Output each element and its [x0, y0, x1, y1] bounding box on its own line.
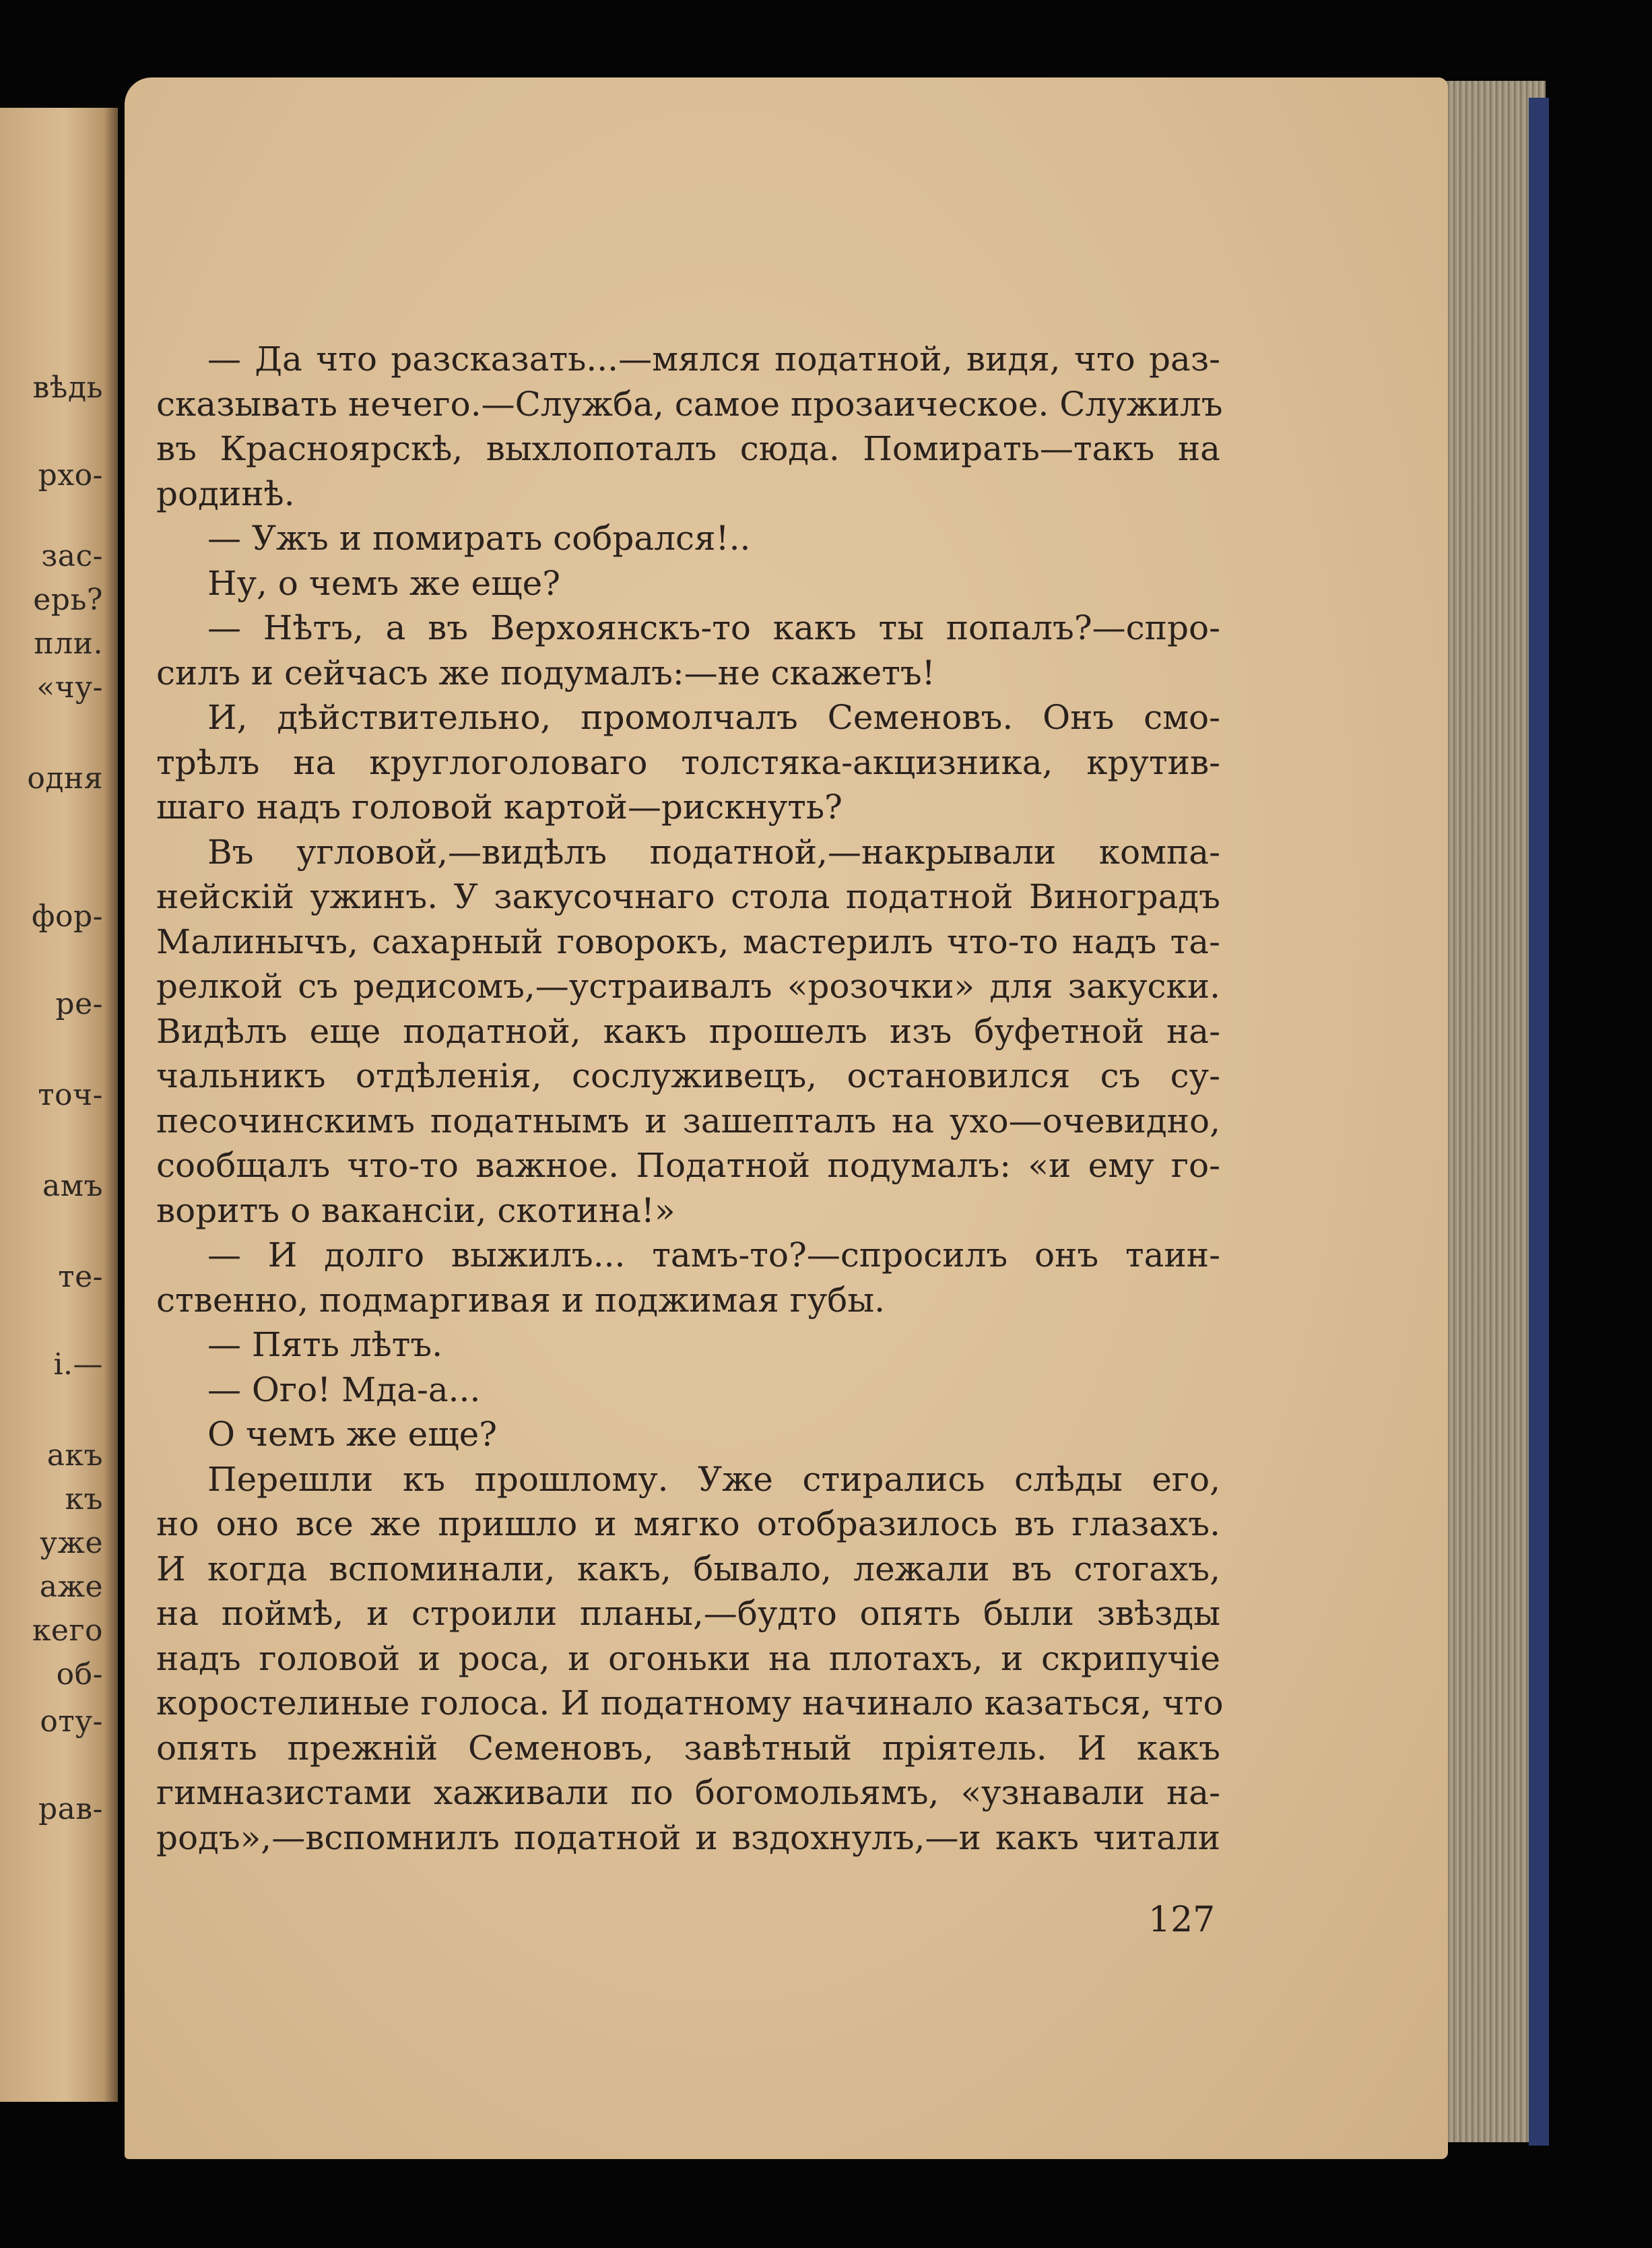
left-fragment: амъ: [42, 1169, 103, 1203]
left-fragment: точ-: [38, 1078, 103, 1112]
text-line: — Да что разсказать...—мялся податной, видя, что раз-: [207, 340, 1220, 379]
left-fragment: уже: [40, 1526, 103, 1560]
left-fragment: ерь?: [33, 583, 103, 617]
text-line: сообщалъ что-то важное. Податной подумалъ: «и ему го-: [156, 1146, 1220, 1185]
text-line: но оно все же пришло и мягко отобразилось въ глазахъ.: [156, 1504, 1220, 1543]
left-fragment: одня: [27, 761, 103, 796]
text-line: воритъ о вакансіи, скотина!»: [156, 1190, 675, 1230]
left-fragment: кего: [32, 1613, 103, 1648]
text-line: нейскій ужинъ. У закусочнаго стола податной Виноградъ: [156, 877, 1220, 916]
text-line: Видѣлъ еще податной, какъ прошелъ изъ буфетной на-: [156, 1011, 1220, 1051]
text-line: на поймѣ, и строили планы,—будто опять были звѣзды: [156, 1594, 1220, 1633]
text-line: трѣлъ на круглоголоваго толстяка-акцизника, крутив-: [156, 742, 1220, 782]
text-line: И когда вспоминали, какъ, бывало, лежали въ стогахъ,: [156, 1549, 1220, 1588]
text-line: въ Красноярскѣ, выхлопоталъ сюда. Помирать—такъ на: [156, 429, 1220, 468]
text-line: гимназистами хаживали по богомольямъ, «узнавали на-: [156, 1773, 1220, 1812]
text-line: Малинычъ, сахарный говорокъ, мастерилъ что-то надъ та-: [156, 922, 1220, 961]
text-line: опять прежній Семеновъ, завѣтный пріятель. И какъ: [156, 1728, 1220, 1768]
left-fragment: і.—: [53, 1347, 103, 1382]
text-line: — Ого! Мда-а...: [207, 1370, 481, 1409]
text-line: О чемъ же еще?: [207, 1415, 498, 1454]
left-fragment: те-: [58, 1260, 103, 1294]
text-line: — Пять лѣтъ.: [207, 1325, 443, 1364]
text-line: И, дѣйствительно, промолчалъ Семеновъ. Онъ смо-: [207, 698, 1220, 737]
left-fragment: аже: [39, 1570, 103, 1604]
left-fragment: рхо-: [38, 458, 103, 492]
book-cover-edge: [1529, 98, 1549, 2146]
text-line: ственно, подмаргивая и поджимая губы.: [156, 1280, 886, 1320]
text-line: сказывать нечего.—Служба, самое прозаическое. Служилъ: [156, 384, 1223, 424]
text-line: чальникъ отдѣленія, сослуживецъ, остановился съ су-: [156, 1056, 1220, 1095]
left-fragment: рав-: [38, 1792, 103, 1826]
text-line: — И долго выжилъ... тамъ-то?—спросилъ онъ таин-: [207, 1235, 1220, 1275]
text-line: надъ головой и роса, и огоньки на плотахъ, и скрипучіе: [156, 1638, 1220, 1678]
text-line: Перешли къ прошлому. Уже стирались слѣды его,: [207, 1459, 1220, 1499]
text-line: родинѣ.: [156, 474, 295, 513]
text-line: коростелиные голоса. И податному начинало казаться, что: [156, 1683, 1224, 1723]
left-fragment: об-: [56, 1657, 103, 1692]
left-fragment: пли.: [34, 627, 103, 661]
left-fragment: акъ: [46, 1438, 103, 1473]
text-line: — Ужъ и помирать собрался!..: [207, 519, 751, 558]
text-line: Ну, о чемъ же еще?: [207, 563, 560, 603]
page-text: [156, 337, 1224, 1860]
left-page-edge: [0, 108, 118, 2102]
left-fragment: оту-: [40, 1704, 103, 1739]
text-line: — Нѣтъ, а въ Верхоянскъ-то какъ ты попалъ?—спро-: [207, 608, 1220, 647]
text-line: шаго надъ головой картой—рискнуть?: [156, 788, 842, 827]
left-fragment: зас-: [41, 539, 103, 573]
left-fragment: къ: [65, 1482, 103, 1516]
page-number: 127: [1148, 1900, 1216, 1940]
text-line: релкой съ редисомъ,—устраивалъ «розочки» для закуски.: [156, 967, 1220, 1006]
text-line: Въ угловой,—видѣлъ податной,—накрывали компа-: [207, 832, 1220, 872]
text-line: песочинскимъ податнымъ и зашепталъ на ухо—очевидно,: [156, 1101, 1220, 1141]
text-line: силъ и сейчасъ же подумалъ:—не скажетъ!: [156, 653, 935, 693]
left-fragment: фор-: [32, 899, 103, 934]
left-fragment: ре-: [55, 987, 103, 1021]
left-fragment: «чу-: [36, 670, 103, 705]
left-fragment: вѣдь: [32, 371, 103, 405]
text-line: родъ»,—вспомнилъ податной и вздохнулъ,—и какъ читали: [156, 1818, 1220, 1857]
